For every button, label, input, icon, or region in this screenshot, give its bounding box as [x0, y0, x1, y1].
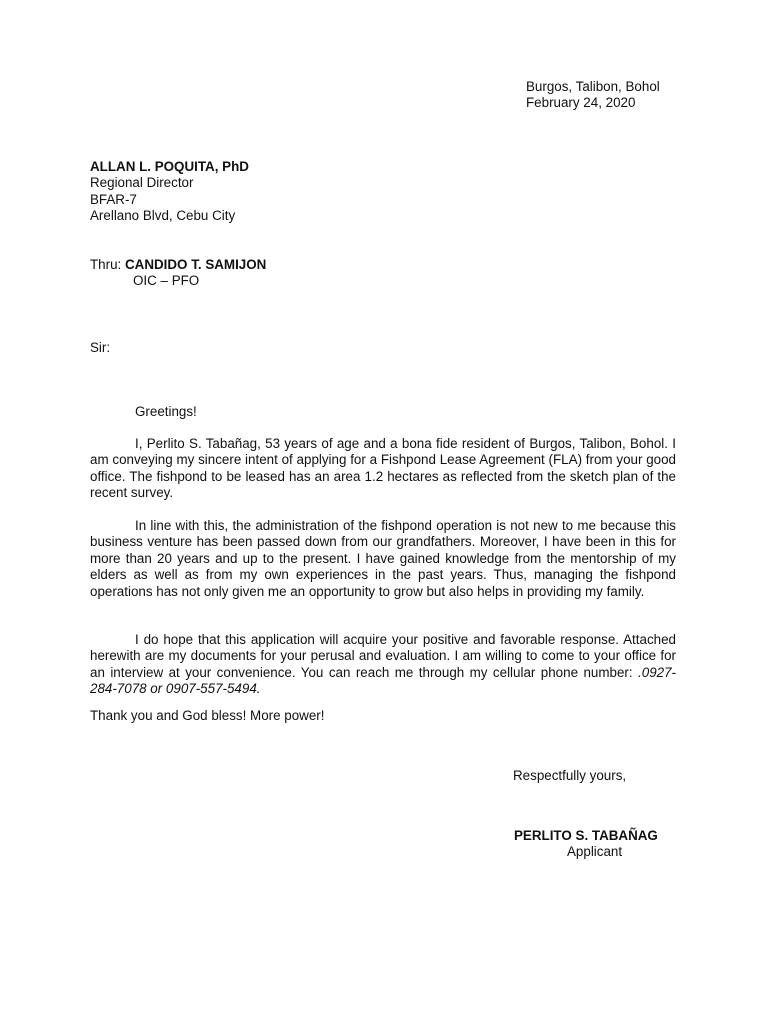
signer-name: PERLITO S. TABAÑAG: [514, 828, 658, 843]
body-paragraph-3: [90, 632, 676, 698]
body-paragraph-1: I, Perlito S. Tabañag, 53 years of age and a bona fide resident of Burgos, Talibon, Bohol. I am conveying my sincere intent of applying for a Fishpond Lease Agreement (FLA) from your good office. The fishpond to be leased has an area 1.2 hectares as reflected from the sketch plan of the recent survey.: [90, 436, 676, 501]
letter-header: [526, 79, 660, 112]
addressee-address: Arellano Blvd, Cebu City: [90, 208, 236, 224]
addressee-title: Regional Director: [90, 175, 194, 191]
salutation: Sir:: [90, 340, 111, 355]
phone-numbers: .0927-284-7078 or 0907-557-5494.: [90, 664, 676, 697]
signer-role: Applicant: [567, 844, 623, 859]
body-paragraph-3-text: I do hope that this application will acquire your positive and favorable response. Attached herewith are my documents for your perusal and evaluation. I am willing to come to your office for an interview at your convenience. You can reach me through my cellular phone number:: [90, 632, 676, 680]
thru-title: OIC – PFO: [133, 273, 200, 288]
thru-line: [90, 257, 266, 273]
thru-prefix: Thru:: [90, 257, 125, 272]
closing-line: Thank you and God bless! More power!: [90, 708, 325, 723]
complimentary-close: Respectfully yours,: [513, 768, 627, 783]
greetings: Greetings!: [135, 404, 197, 419]
addressee-name: ALLAN L. POQUITA, PhD: [90, 159, 249, 174]
addressee-block: [90, 159, 249, 225]
addressee-office: BFAR-7: [90, 191, 137, 207]
body-paragraph-2: In line with this, the administration of the fishpond operation is not new to me because this business venture has been passed down from our grandfathers. Moreover, I have been in this for more than 20 years and up to the present. I have gained knowledge from the mentorship of my elders as well as from my own experiences in the past years. Thus, managing the fishpond operations has not only given me an opportunity to grow but also helps in providing my family.: [90, 518, 676, 599]
sender-location: Burgos, Talibon, Bohol: [526, 79, 660, 94]
letter-date: February 24, 2020: [526, 95, 636, 111]
thru-name: CANDIDO T. SAMIJON: [124, 257, 267, 272]
